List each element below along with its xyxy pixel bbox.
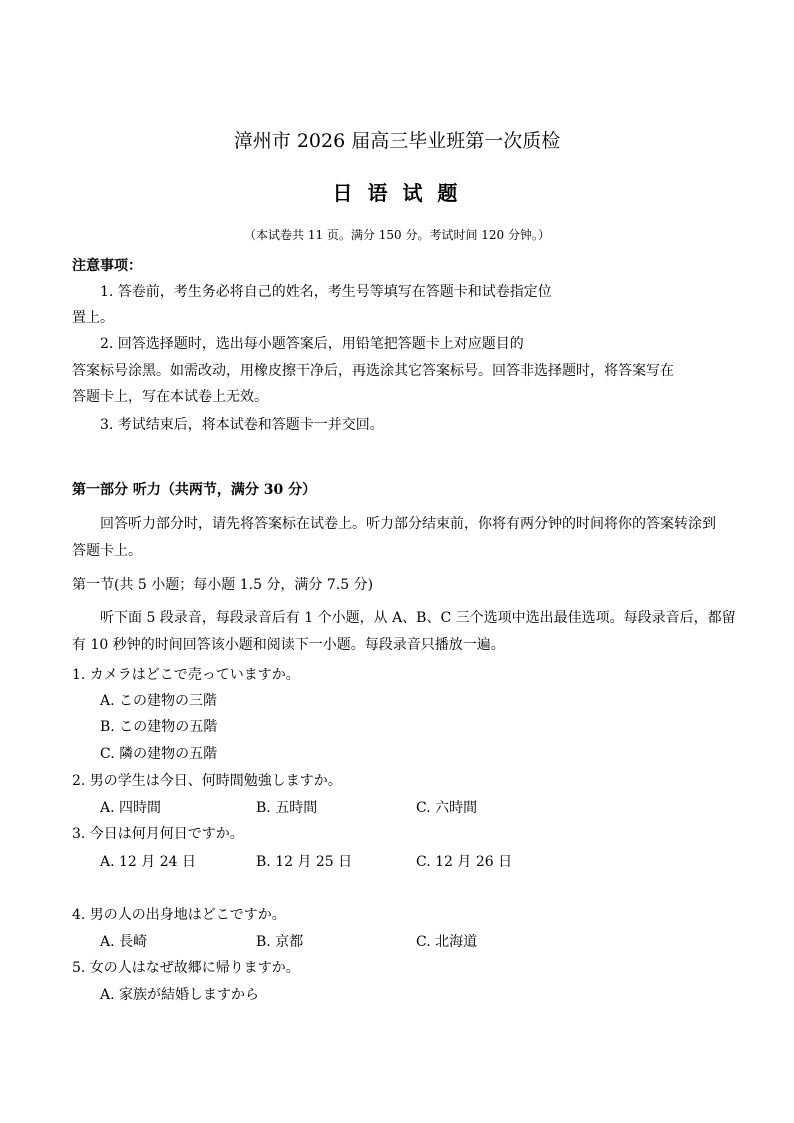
note-2-line-1: 2. 回答选择题时，选出每小题答案后，用铅笔把答题卡上对应题目的 — [100, 336, 524, 352]
question-3-option-a: A. 12 月 24 日 — [100, 854, 196, 870]
question-3: 3. 今日は何月何日ですか。 — [72, 826, 244, 842]
part1-intro-line-2: 答题卡上。 — [72, 543, 142, 559]
note-1-line-2: 置上。 — [72, 310, 114, 326]
question-2-option-c: C. 六時間 — [416, 800, 478, 816]
question-1-option-b: B. この建物の五階 — [100, 719, 218, 735]
question-1: 1. カメラはどこで売っていますか。 — [72, 667, 300, 683]
question-4-option-b: B. 京都 — [256, 934, 304, 950]
question-3-option-c: C. 12 月 26 日 — [416, 854, 513, 870]
section1-instr-line-1: 听下面 5 段录音，每段录音后有 1 个小题，从 A、B、C 三个选项中选出最佳选项。每段录音后，都留 — [100, 610, 736, 626]
exam-meta: （本试卷共 11 页。满分 150 分。考试时间 120 分钟。） — [244, 228, 550, 242]
question-2-option-a: A. 四時間 — [100, 800, 162, 816]
part1-heading: 第一部分 听力（共两节，满分 30 分） — [72, 482, 317, 498]
exam-title: 漳州市 2026 届高三毕业班第一次质检 — [233, 130, 561, 152]
part1-intro-line-1: 回答听力部分时，请先将答案标在试卷上。听力部分结束前，你将有两分钟的时间将你的答案转涂到 — [100, 516, 716, 532]
section1-heading: 第一节(共 5 小题；每小题 1.5 分，满分 7.5 分) — [72, 577, 374, 593]
question-4-option-c: C. 北海道 — [416, 934, 478, 950]
question-5: 5. 女の人はなぜ故郷に帰りますか。 — [72, 960, 300, 976]
question-2-option-b: B. 五時間 — [256, 800, 318, 816]
note-1-line-1: 1. 答卷前，考生务必将自己的姓名，考生号等填写在答题卡和试卷指定位 — [100, 284, 552, 300]
question-4-option-a: A. 長崎 — [100, 934, 148, 950]
section1-instr-line-2: 有 10 秒钟的时间回答该小题和阅读下一小题。每段录音只播放一遍。 — [72, 637, 505, 653]
note-2-line-3: 答题卡上，写在本试卷上无效。 — [72, 389, 268, 405]
note-2-line-2: 答案标号涂黑。如需改动，用橡皮擦干净后，再选涂其它答案标号。回答非选择题时，将答案写在 — [72, 363, 674, 379]
question-1-option-c: C. 隣の建物の五階 — [100, 746, 218, 762]
question-4: 4. 男の人の出身地はどこですか。 — [72, 907, 286, 923]
exam-subject: 日 语 试 题 — [332, 181, 462, 205]
question-2: 2. 男の学生は今日、何時間勉強しますか。 — [72, 773, 342, 789]
note-3: 3. 考试结束后，将本试卷和答题卡一并交回。 — [100, 417, 384, 433]
question-3-option-b: B. 12 月 25 日 — [256, 854, 353, 870]
notes-heading: 注意事项： — [72, 258, 142, 274]
question-5-option-a: A. 家族が結婚しますから — [100, 987, 260, 1003]
question-1-option-a: A. この建物の三階 — [100, 693, 218, 709]
